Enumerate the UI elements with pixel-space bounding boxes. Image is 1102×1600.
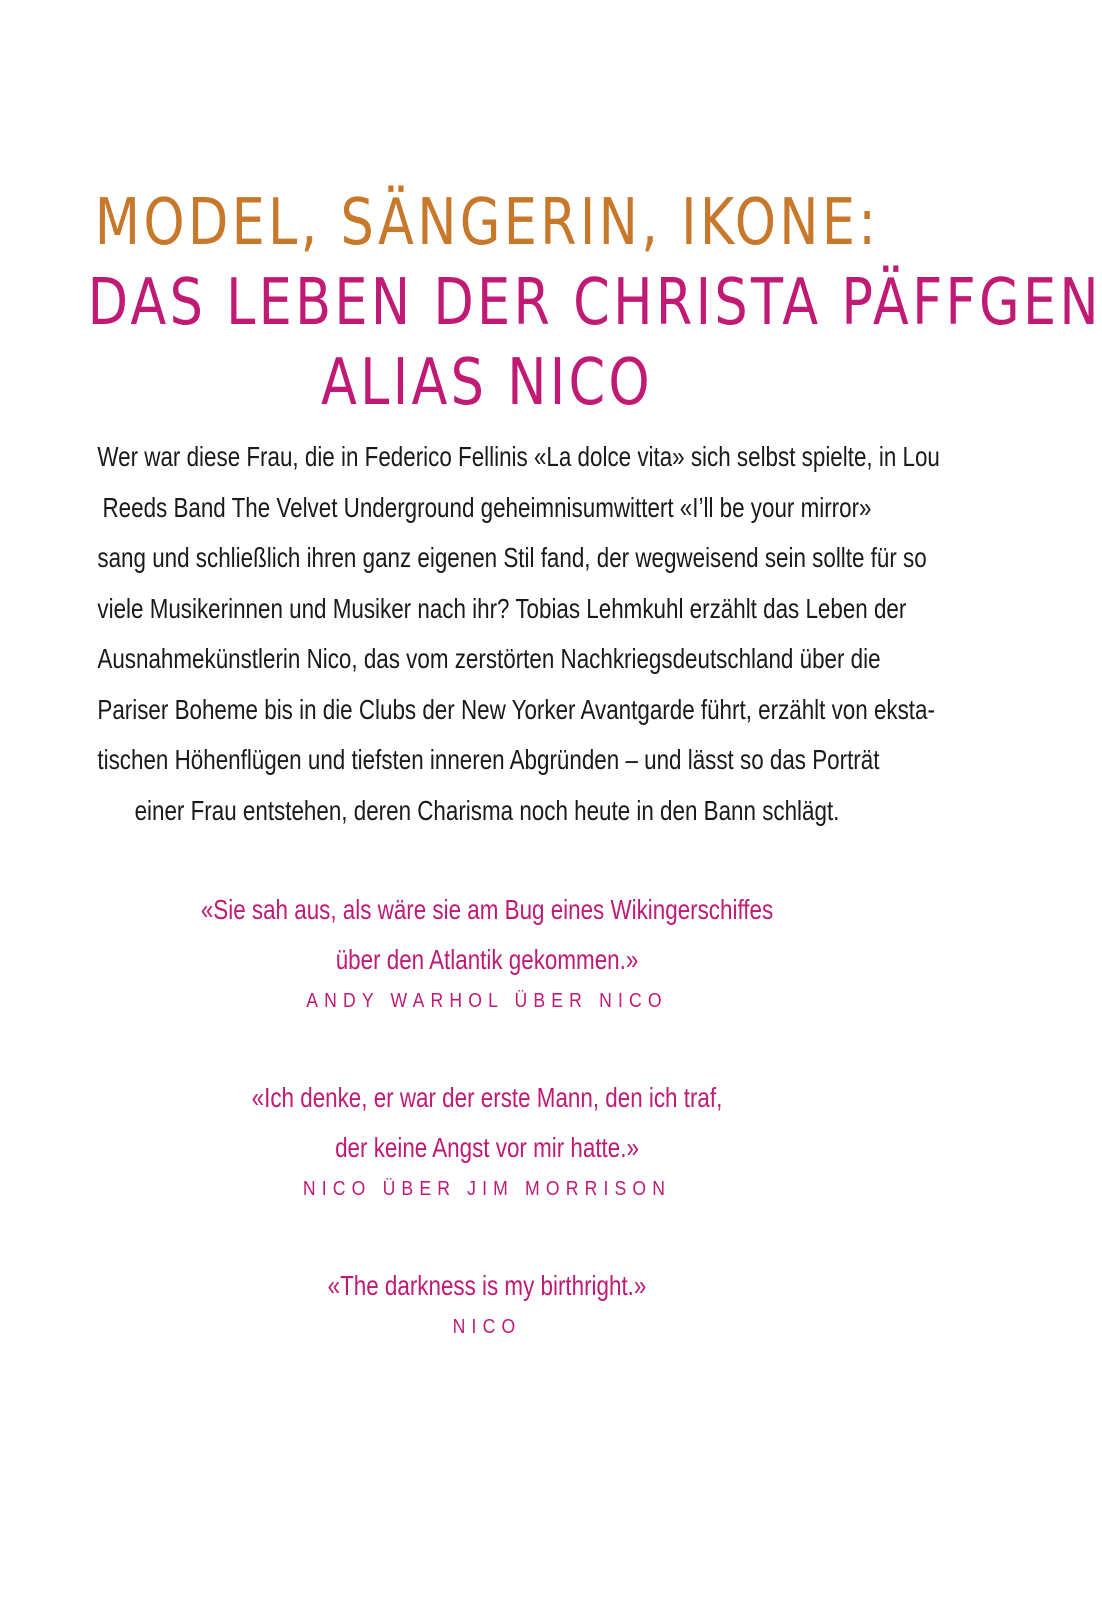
quote-nico (0, 1261, 974, 1341)
headline-line-2: DAS LEBEN DER CHRISTA PÄFFGEN (87, 266, 1102, 341)
blurb-line: tischen Höhenflügen und tiefsten inneren Abgründen – und lässt so das Porträt (97, 744, 880, 775)
blurb-paragraph (0, 432, 974, 836)
blurb-line: sang und schließlich ihren ganz eigenen Stil fand, der wegweisend sein sollte für so (97, 542, 927, 573)
headline-line-1: MODEL, SÄNGERIN, IKONE: (94, 186, 880, 261)
quote-line: «Sie sah aus, als wäre sie am Bug eines Wikingerschiffes (200, 894, 774, 925)
blurb-line: Ausnahmekünstlerin Nico, das vom zerstörten Nachkriegsdeutschland über die (97, 643, 881, 674)
headline-line-3: ALIAS NICO (321, 346, 653, 421)
quote-attribution: NICO (452, 1316, 522, 1338)
blurb-line: Wer war diese Frau, die in Federico Fellinis «La dolce vita» sich selbst spielte, in Lou (97, 441, 940, 472)
blurb-line: einer Frau entstehen, deren Charisma noch heute in den Bann schlägt. (134, 794, 840, 826)
blurb-line: Pariser Boheme bis in die Clubs der New Yorker Avantgarde führt, erzählt von eksta- (97, 693, 935, 725)
quote-line: über den Atlantik gekommen.» (335, 944, 639, 975)
blurb-line: Reeds Band The Velvet Underground geheimnisumwittert «I’ll be your mirror» (102, 491, 872, 523)
blurb-line: viele Musikerinnen und Musiker nach ihr? Tobias Lehmkuhl erzählt das Leben der (97, 592, 907, 624)
headline (87, 183, 1102, 423)
quote-line: «Ich denke, er war der erste Mann, den ich traf, (251, 1082, 723, 1113)
quote-line: «The darkness is my birthright.» (327, 1270, 647, 1301)
quote-line: der keine Angst vor mir hatte.» (335, 1132, 639, 1163)
quote-morrison (0, 1073, 974, 1203)
quote-attribution: NICO ÜBER JIM MORRISON (302, 1178, 672, 1200)
quote-attribution: ANDY WARHOL ÜBER NICO (306, 990, 668, 1012)
quote-warhol (0, 885, 974, 1015)
